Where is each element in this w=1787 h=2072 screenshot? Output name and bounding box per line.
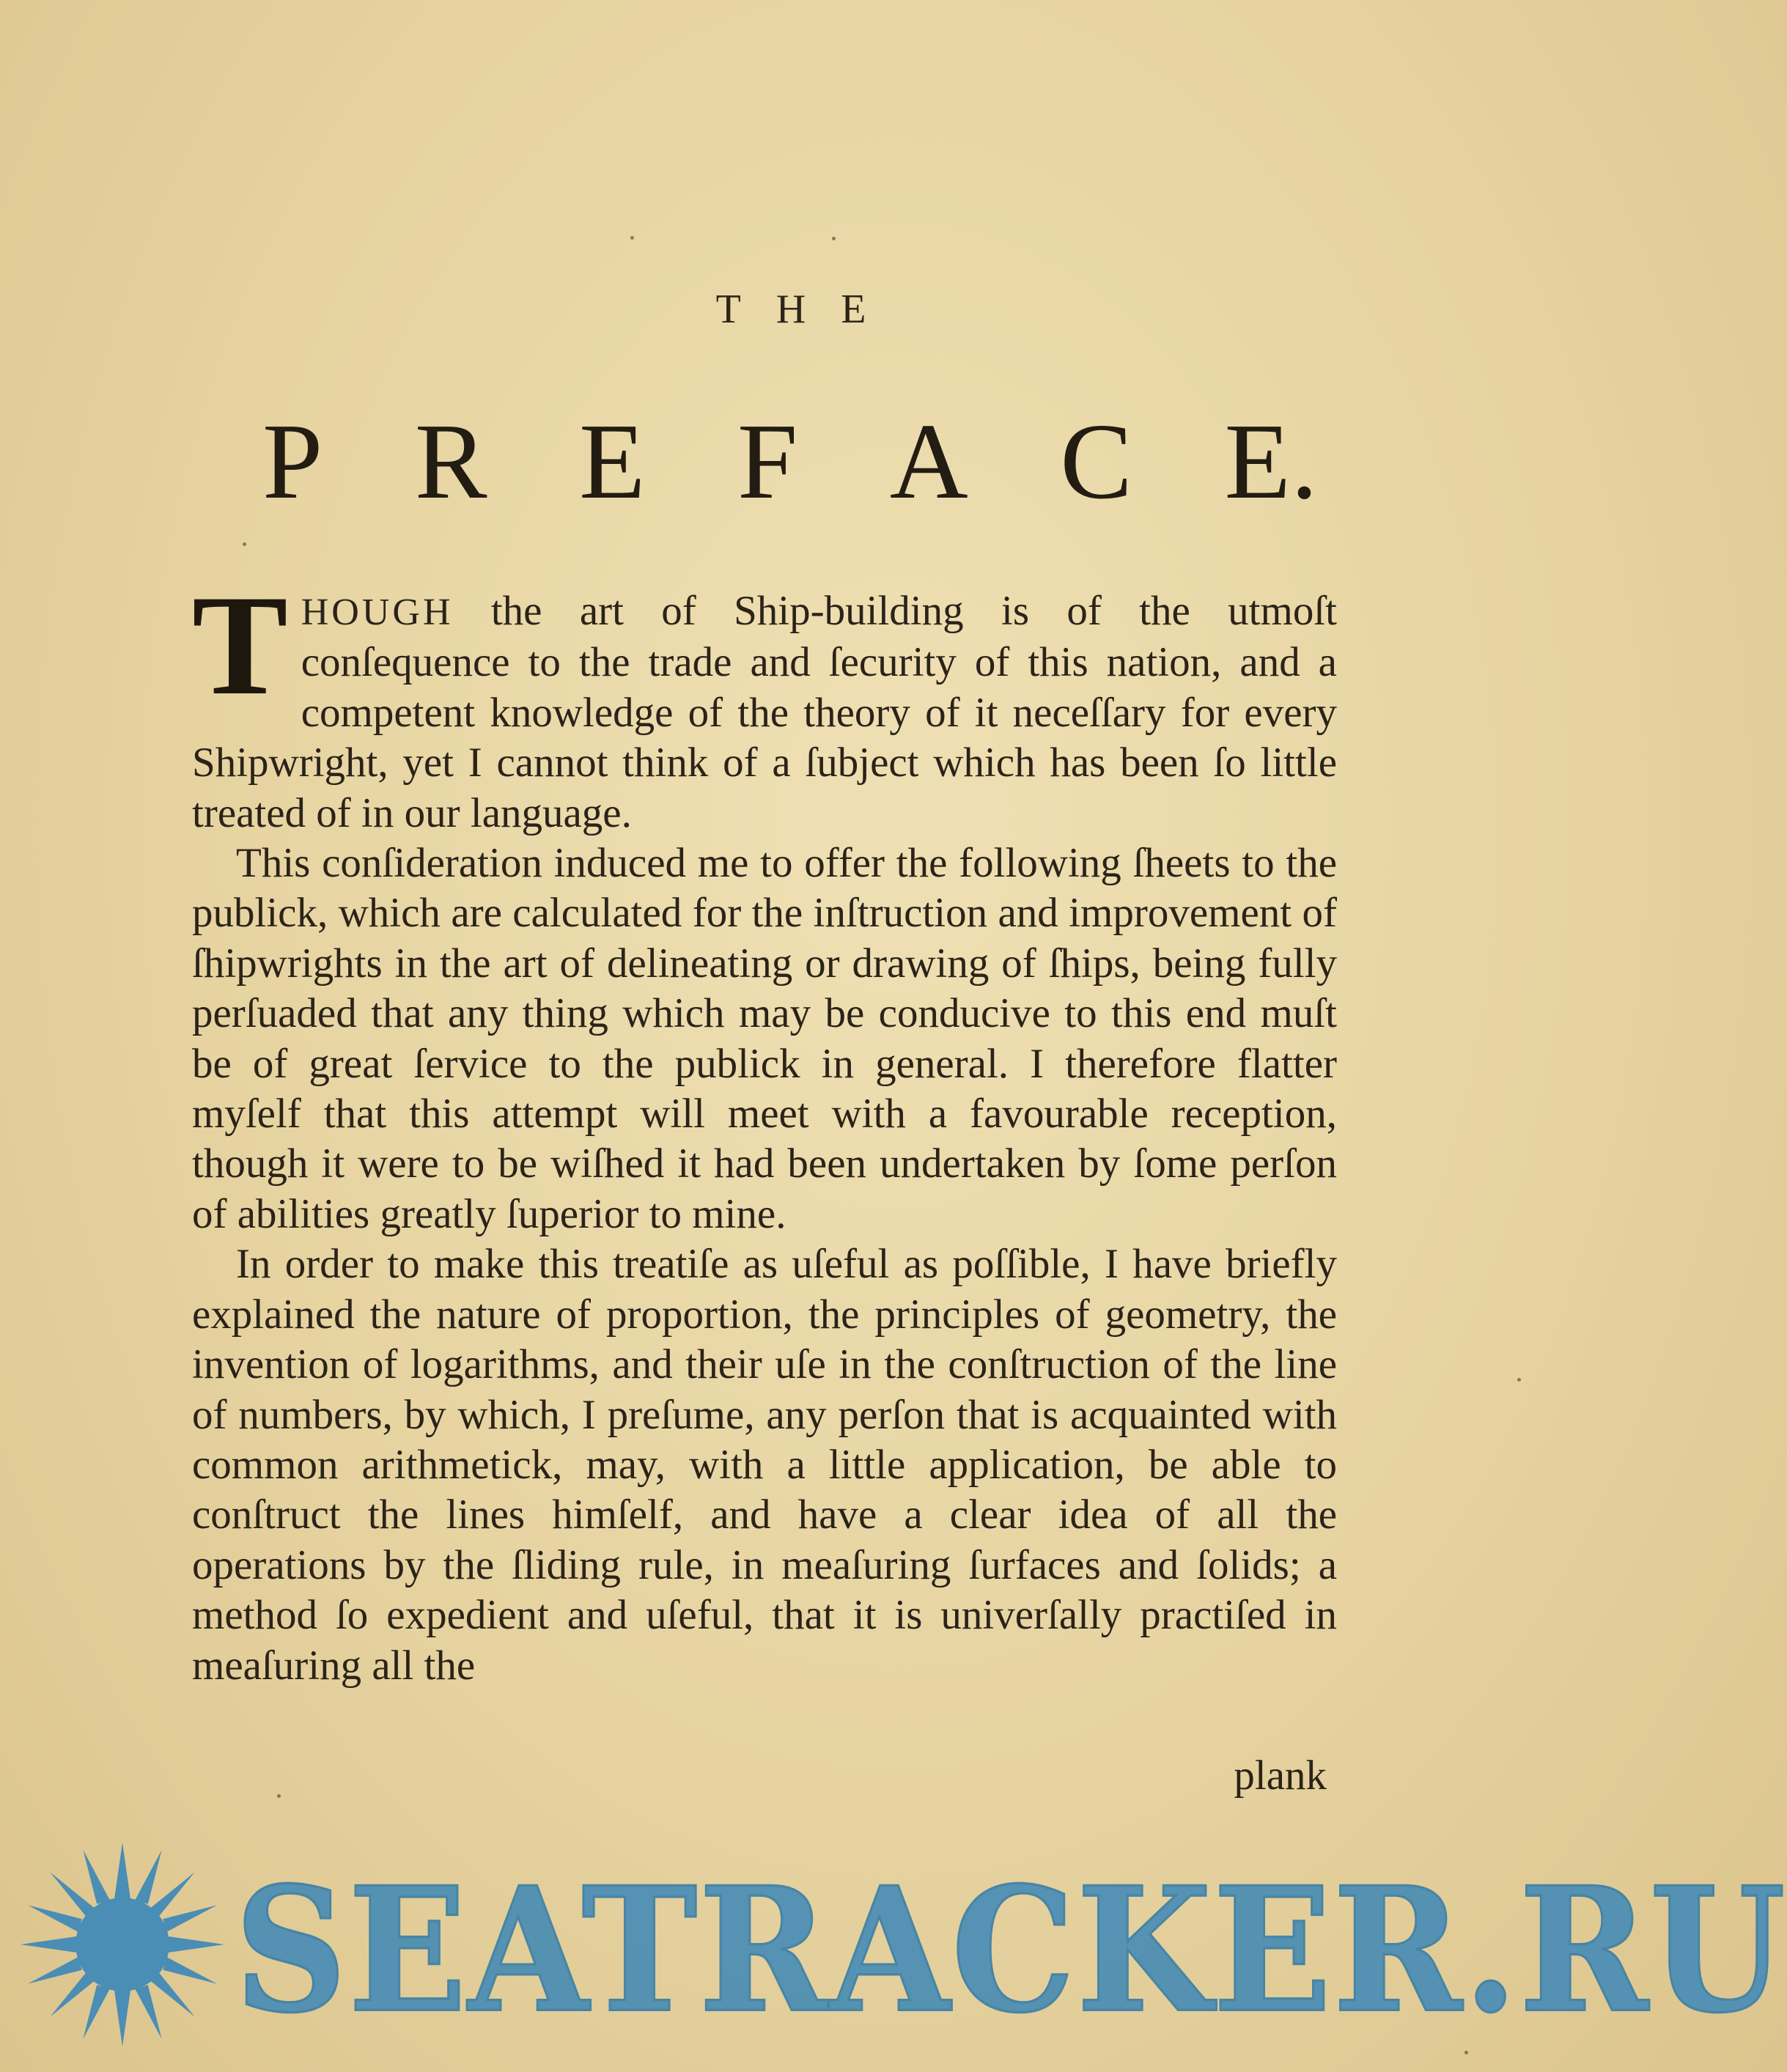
preface-letter: E. (1224, 402, 1318, 522)
paper-speck (1517, 1378, 1521, 1382)
paragraph-1-lead: HOUGH (301, 591, 454, 633)
preface-letter: C (1060, 402, 1133, 522)
preface-body (192, 566, 1337, 1691)
catchword: plank (1234, 1752, 1327, 1799)
drop-cap: T (192, 566, 288, 725)
paper-speck (832, 237, 836, 240)
heading-the: THE (715, 287, 902, 332)
heading-preface (262, 399, 1318, 524)
paragraph-3: In order to make this treatiſe as uſeful as poſſible, I have briefly explained the nature of proportion, the principles of geometry, the invention of logarithms, and their uſe in the conſtruction of the line of numbers, by which, I preſume, any perſon that is acquainted with common arithmetick, may, with a little application, be able to conſtruct the lines himſelf, and have a clear idea of all the operations by the ſliding rule, in meaſuring ſurfaces and ſolids; a method ſo expedient and uſeful, that it is univerſally practiſed in meaſuring all the (192, 1241, 1337, 1689)
preface-letter: F (737, 402, 798, 522)
preface-letter: R (414, 402, 487, 522)
sun-burst-icon (16, 1838, 229, 2051)
watermark-text: SEATRACKER.RU (235, 1849, 1787, 2051)
paragraph-1 (192, 566, 1337, 838)
paragraph-2: This conſideration induced me to offer the following ſheets to the publick, which are calculated for the inſtruction and improvement of ſhipwrights in the art of delineating or drawing of ſhips, being fully perſuaded that any thing which may be conducive to this end muſt be of great ſervice to the publick in general. I therefore flatter myſelf that this attempt will meet with a favourable reception, though it were to be wiſhed it had been undertaken by ſome perſon of abilities greatly ſuperior to mine. (192, 840, 1337, 1237)
paragraph-1-text: the art of Ship-building is of the utmoſt conſequence to the trade and ſecurity of this nation, and a competent knowledge of the theory of it neceſſary for every Shipwright, yet I cannot think of a ſubject which has been ſo little treated of in our language. (192, 588, 1337, 836)
paper-speck (1464, 2051, 1468, 2054)
preface-letter: E (579, 402, 646, 522)
paper-speck (630, 236, 634, 240)
paper-speck (277, 1794, 281, 1798)
paper-speck (243, 542, 246, 546)
preface-letter: A (889, 402, 968, 522)
preface-letter: P (262, 402, 323, 522)
